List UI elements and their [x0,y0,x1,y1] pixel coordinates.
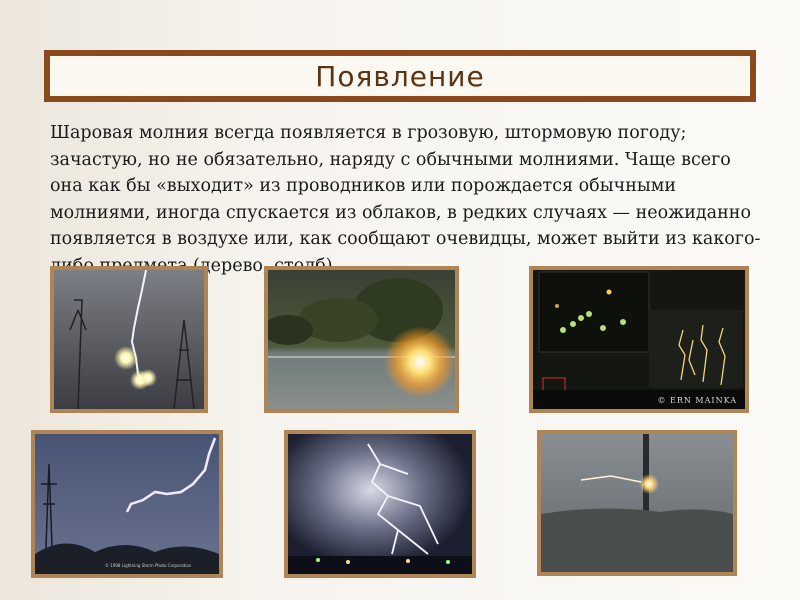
photo-lightning-towers [50,266,208,413]
fireball-over-water-image [268,270,455,409]
photo-fireball-water [264,266,459,413]
title-panel [50,56,750,96]
storm-cloud-lightning-image [288,434,472,574]
slide-paragraph: Шаровая молния всегда появляется в грозовую, штормовую погоду; зачастую, но не обязательно, наряду с обычными молниями. Чаще всего она как бы «выходит» из проводников или порождается обычными молниями, иногда спускается из облаков, в редких случаях — неожиданно появляется в воздухе или, как сообщают очевидцы, может выйти из какого- (дерево, [50,123,761,276]
night-lights-image [533,270,745,409]
lightning-towers-image [54,270,204,409]
lightning-powerline-image [35,434,219,574]
photo-lightning-powerline [31,430,223,578]
photo-night-lights [529,266,749,413]
pole-lightning-image [541,434,733,572]
photo-storm-cloud [284,430,476,578]
photo-credit-lightning-storm: © 1998 Lightning Storm Photo Corporation [105,563,192,568]
title-frame [44,50,756,102]
slide-title: Появление [315,59,485,93]
photo-pole-lightning [537,430,737,576]
photo-credit-ern-mainka: © ERN MAINKA [657,396,737,405]
